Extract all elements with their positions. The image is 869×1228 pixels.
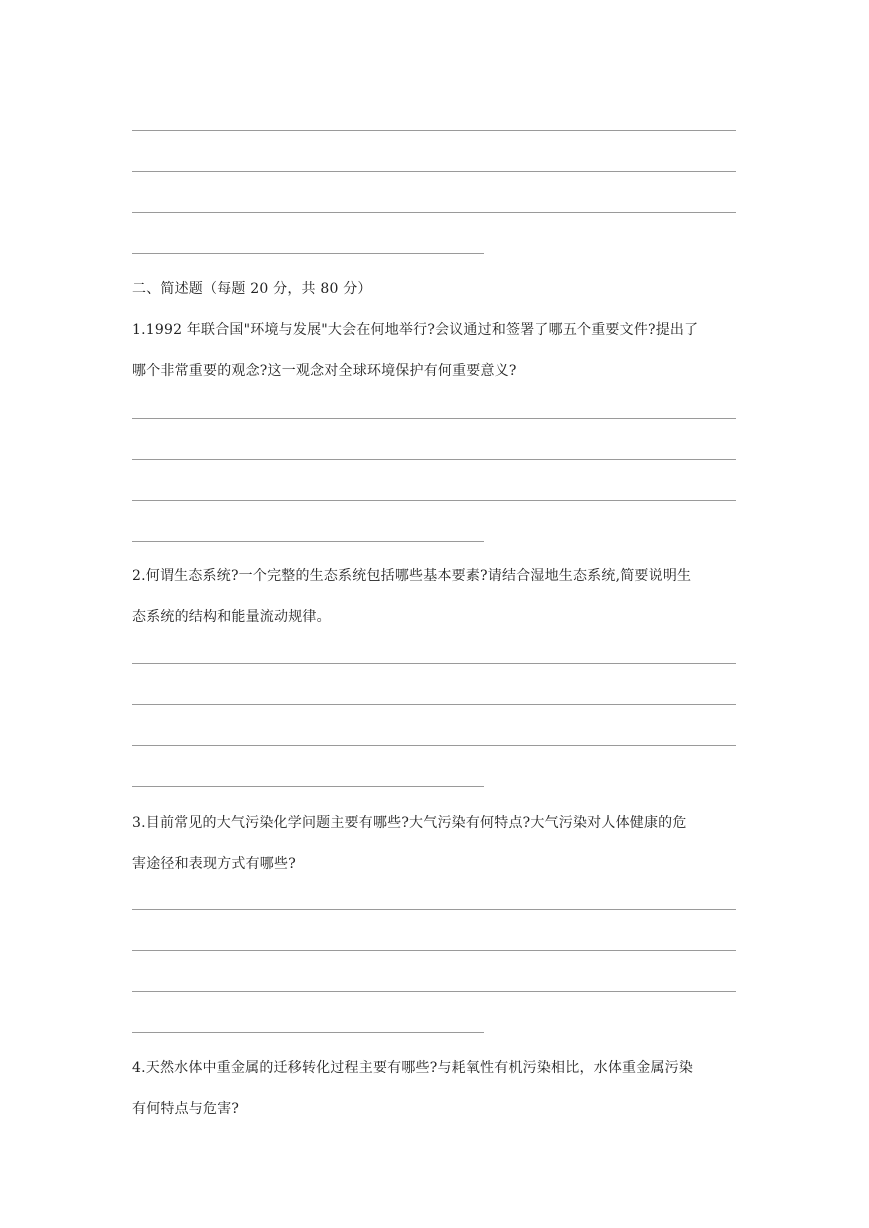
answer-line	[132, 745, 736, 746]
answer-line	[132, 459, 736, 460]
answer-line	[132, 500, 736, 501]
question-3-line-2: 害途径和表现方式有哪些?	[132, 856, 296, 872]
answer-line	[132, 130, 736, 131]
question-3-line-1: 3.目前常见的大气污染化学问题主要有哪些?大气污染有何特点?大气污染对人体健康的危	[132, 815, 687, 831]
answer-line-short	[132, 786, 484, 787]
question-2-line-2: 态系统的结构和能量流动规律。	[132, 609, 331, 625]
answer-line	[132, 991, 736, 992]
answer-line	[132, 663, 736, 664]
answer-line	[132, 418, 736, 419]
section-heading: 二、简述题（每题 20 分，共 80 分）	[132, 281, 372, 297]
question-1-line-1: 1.1992 年联合国"环境与发展"大会在何地举行?会议通过和签署了哪五个重要文件?提出了	[132, 322, 699, 338]
question-1-line-2: 哪个非常重要的观念?这一观念对全球环境保护有何重要意义?	[132, 363, 517, 379]
answer-line	[132, 950, 736, 951]
answer-line-short	[132, 253, 484, 254]
answer-line	[132, 171, 736, 172]
answer-line	[132, 704, 736, 705]
question-4-line-2: 有何特点与危害?	[132, 1101, 240, 1117]
answer-line	[132, 212, 736, 213]
question-4-line-1: 4.天然水体中重金属的迁移转化过程主要有哪些?与耗氧性有机污染相比，水体重金属污染	[132, 1060, 694, 1076]
question-2-line-1: 2.何谓生态系统?一个完整的生态系统包括哪些基本要素?请结合湿地生态系统,简要说明生	[132, 568, 692, 584]
answer-line	[132, 909, 736, 910]
answer-line-short	[132, 1032, 484, 1033]
answer-line-short	[132, 541, 484, 542]
